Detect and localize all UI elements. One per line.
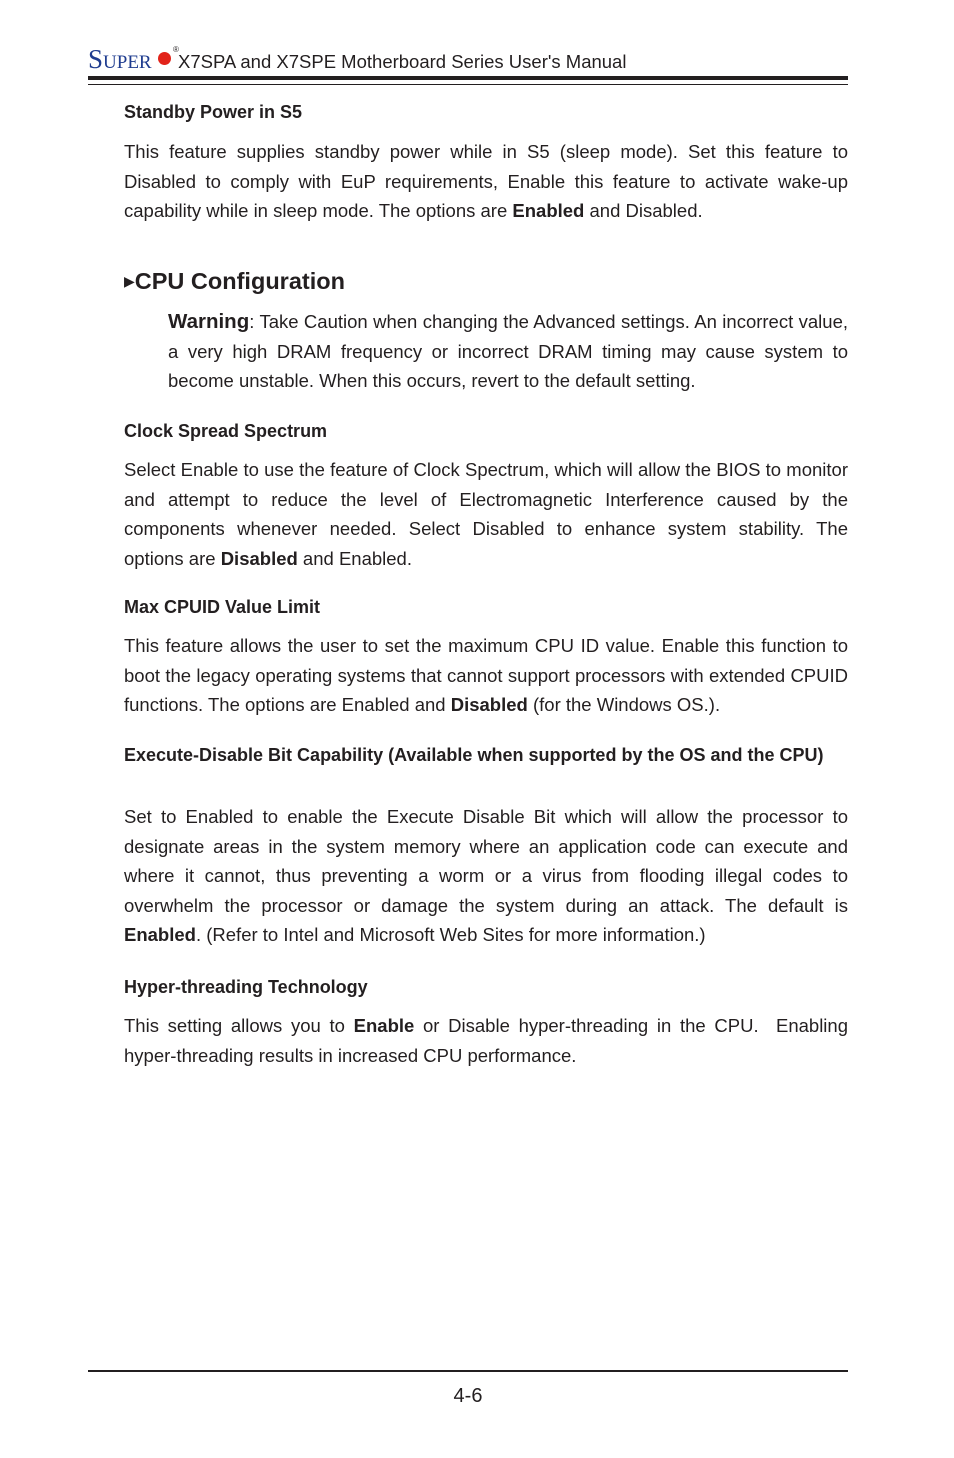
header-rule-thin — [88, 84, 848, 85]
clock-spread-text-2: and Enabled. — [297, 547, 412, 569]
execute-disable-text-2: . (Refer to Intel and Microsoft Web Sites for more information.) — [195, 924, 706, 945]
logo-text-rest: UPER — [103, 52, 152, 73]
cpu-configuration-title: CPU Configuration — [134, 268, 345, 294]
clock-spread-text-1: Select Enable to use the feature of Clock Spectrum, which will allow the BIOS to monitor and attempt to reduce the level of Electromagnetic Interference caused by the components whenever needed. Select Disabled to enhance system stability. The options are — [124, 459, 848, 569]
standby-power-heading: Standby Power in S5 — [124, 102, 303, 122]
logo-registered-mark: ® — [173, 45, 179, 54]
standby-default-option: Enabled — [512, 200, 585, 221]
cpu-warning-paragraph — [168, 307, 848, 396]
hyper-threading-heading: Hyper-threading Technology — [124, 977, 368, 997]
logo-dot-icon — [158, 52, 171, 65]
manual-title: X7SPA and X7SPE Motherboard Series User's Manual — [178, 51, 627, 72]
warning-text: : Take Caution when changing the Advanced settings. An incorrect value, a very high DRAM frequency or incorrect DRAM timing may cause system to become unstable. When this occurs, revert to the default setting. — [168, 311, 848, 391]
footer-rule — [88, 1370, 848, 1372]
triangle-right-icon: ▶ — [124, 273, 135, 289]
supermicro-logo — [88, 46, 152, 73]
execute-disable-text-1: Set to Enabled to enable the Execute Disable Bit which will allow the processor to designate areas in the system memory where an application code can execute and where it cannot, thus preventing a worm or a virus from flooding illegal codes to overwhelm the processor or damage the system during an attack. The default is — [124, 806, 848, 916]
cpu-configuration-heading — [124, 268, 345, 295]
logo-text-first: S — [88, 44, 104, 74]
page-header — [88, 44, 848, 80]
standby-text-1: This feature supplies standby power while in S5 (sleep mode). Set this feature to Disabled to comply with EuP requirements, Enable this feature to activate wake-up capability while in sleep mode. The options are — [124, 141, 848, 221]
max-cpuid-default-option: Disabled — [450, 694, 528, 715]
hyper-threading-default-option: Enable — [353, 1015, 415, 1036]
max-cpuid-text-2: (for the Windows OS.). — [527, 694, 721, 715]
warning-label: Warning — [168, 310, 250, 333]
execute-disable-paragraph — [124, 802, 848, 950]
hyper-threading-text-1: This setting allows you to — [124, 1015, 354, 1036]
hyper-threading-text-2: or Disable hyper-threading in the CPU. Enabling hyper-threading results in increased CPU performance. — [124, 1015, 854, 1066]
clock-spread-paragraph — [124, 455, 848, 573]
standby-text-2: and Disabled. — [584, 200, 703, 221]
execute-disable-default-option: Enabled — [124, 924, 196, 945]
max-cpuid-paragraph — [124, 631, 848, 720]
max-cpuid-heading: Max CPUID Value Limit — [124, 597, 321, 617]
max-cpuid-text-1: This feature allows the user to set the maximum CPU ID value. Enable this function to boot the legacy operating systems that cannot support processors with extended CPUID functions. The options are Enabled and — [124, 635, 848, 715]
execute-disable-heading: Execute-Disable Bit Capability (Available when supported by the OS and the CPU) — [124, 745, 824, 765]
hyper-threading-paragraph — [124, 1011, 854, 1070]
standby-power-paragraph — [124, 137, 848, 226]
clock-spread-heading: Clock Spread Spectrum — [124, 421, 328, 441]
clock-spread-default-option: Disabled — [220, 547, 298, 569]
page-number: 4-6 — [453, 1385, 483, 1407]
header-rule-thick — [88, 76, 848, 80]
